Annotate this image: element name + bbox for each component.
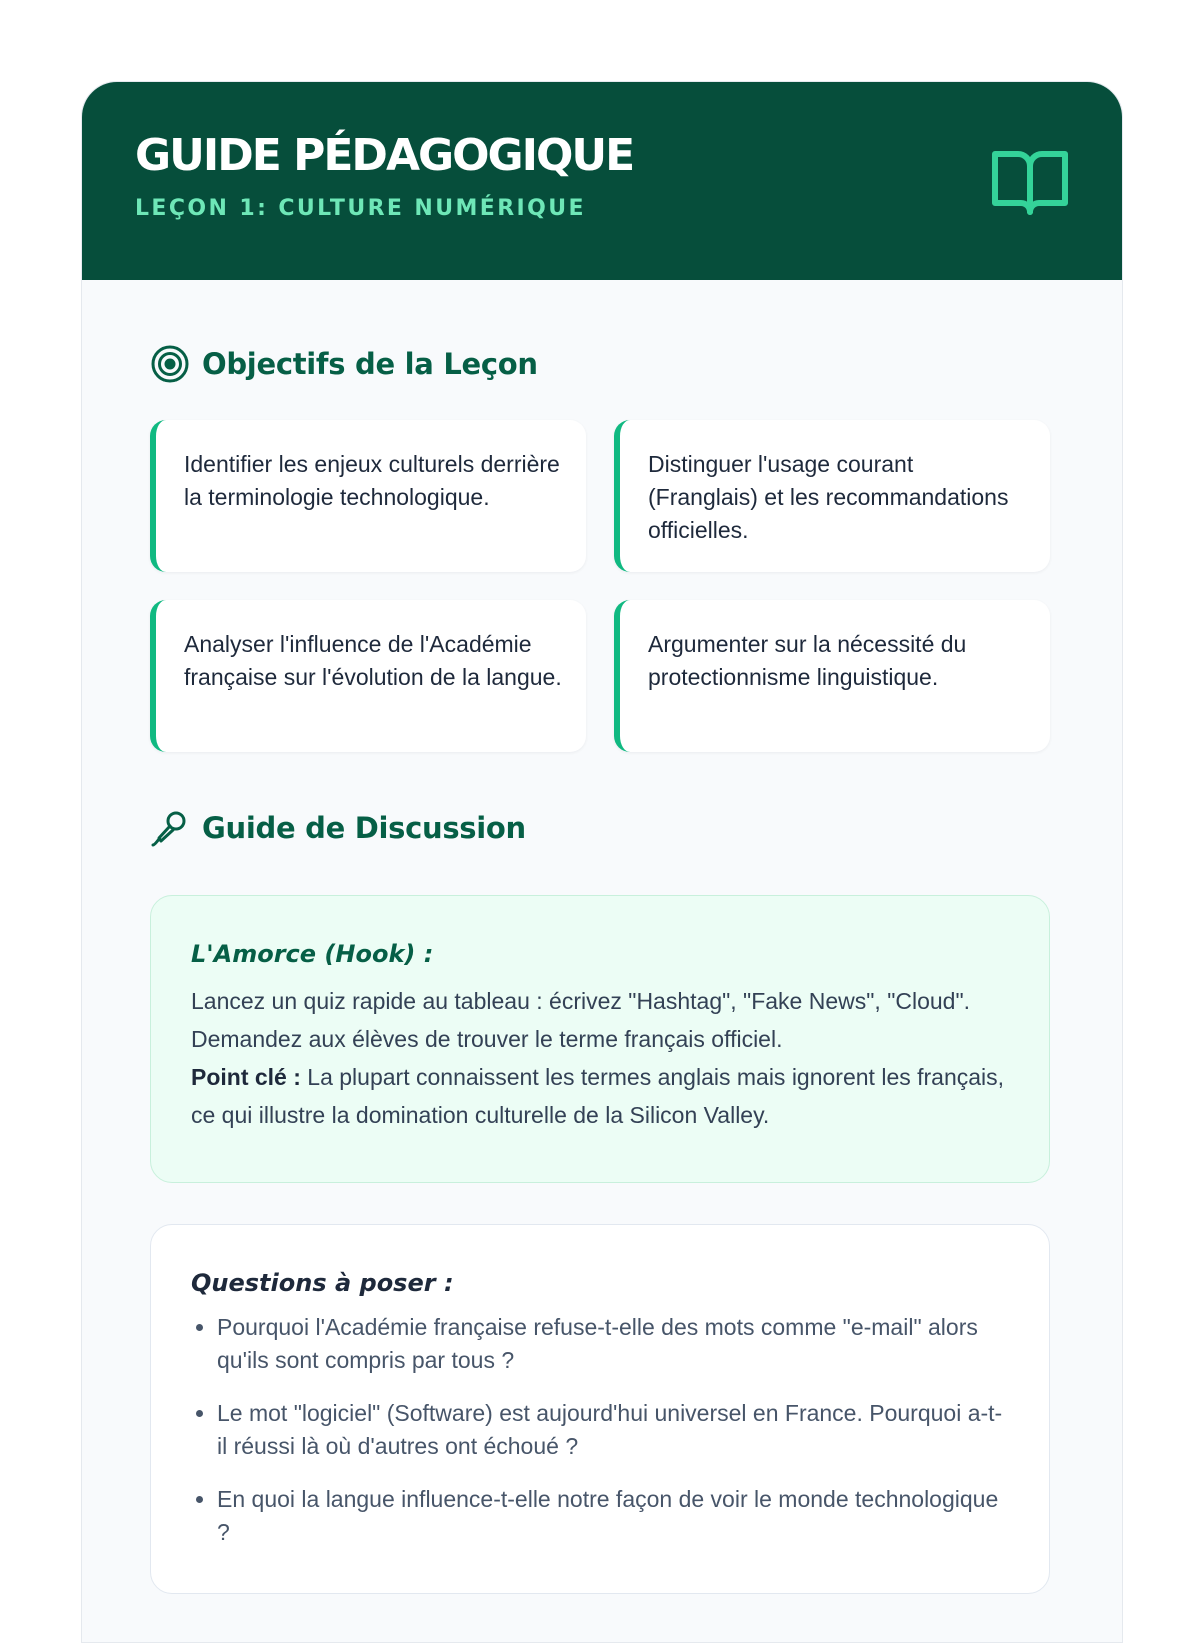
book-open-icon xyxy=(990,146,1070,218)
hook-text xyxy=(191,982,1009,1134)
lesson-header xyxy=(82,82,1122,280)
target-icon xyxy=(150,344,190,384)
hook-body: Lancez un quiz rapide au tableau : écrivez "Hashtag", "Fake News", "Cloud". Demandez aux élèves de trouver le terme français officiel. xyxy=(191,988,971,1052)
questions-title: Questions à poser : xyxy=(191,1269,454,1297)
microphone-icon xyxy=(150,808,190,848)
objectives-title: Objectifs de la Leçon xyxy=(202,347,538,381)
objective-card: Argumenter sur la nécessité du protectionnisme linguistique. xyxy=(614,600,1050,752)
page-title: GUIDE PÉDAGOGIQUE xyxy=(135,130,634,181)
discussion-heading xyxy=(150,808,526,848)
objectives-heading xyxy=(150,344,538,384)
key-point-text: La plupart connaissent les termes anglais mais ignorent les français, ce qui illustre la domination culturelle de la Silicon Valley. xyxy=(191,1064,1005,1128)
key-point-label: Point clé : xyxy=(191,1064,301,1090)
objective-card: Identifier les enjeux culturels derrière la terminologie technologique. xyxy=(150,420,586,572)
objective-card: Analyser l'influence de l'Académie française sur l'évolution de la langue. xyxy=(150,600,586,752)
lesson-card xyxy=(81,81,1123,1643)
objectives-grid xyxy=(150,420,1050,752)
hook-title: L'Amorce (Hook) : xyxy=(191,940,434,968)
list-item: • Pourquoi l'Académie française refuse-t-elle des mots comme "e-mail" alors qu'ils sont compris par tous ? xyxy=(217,1311,1009,1377)
questions-list xyxy=(191,1311,1009,1549)
objective-card: Distinguer l'usage courant (Franglais) et les recommandations officielles. xyxy=(614,420,1050,572)
hook-box xyxy=(150,895,1050,1183)
lesson-subtitle: LEÇON 1: CULTURE NUMÉRIQUE xyxy=(135,196,586,221)
discussion-title: Guide de Discussion xyxy=(202,811,526,845)
list-item: • Le mot "logiciel" (Software) est aujourd'hui universel en France. Pourquoi a-t-il réussi là où d'autres ont échoué ? xyxy=(217,1397,1009,1463)
questions-box xyxy=(150,1224,1050,1594)
list-item: • En quoi la langue influence-t-elle notre façon de voir le monde technologique ? xyxy=(217,1483,1009,1549)
